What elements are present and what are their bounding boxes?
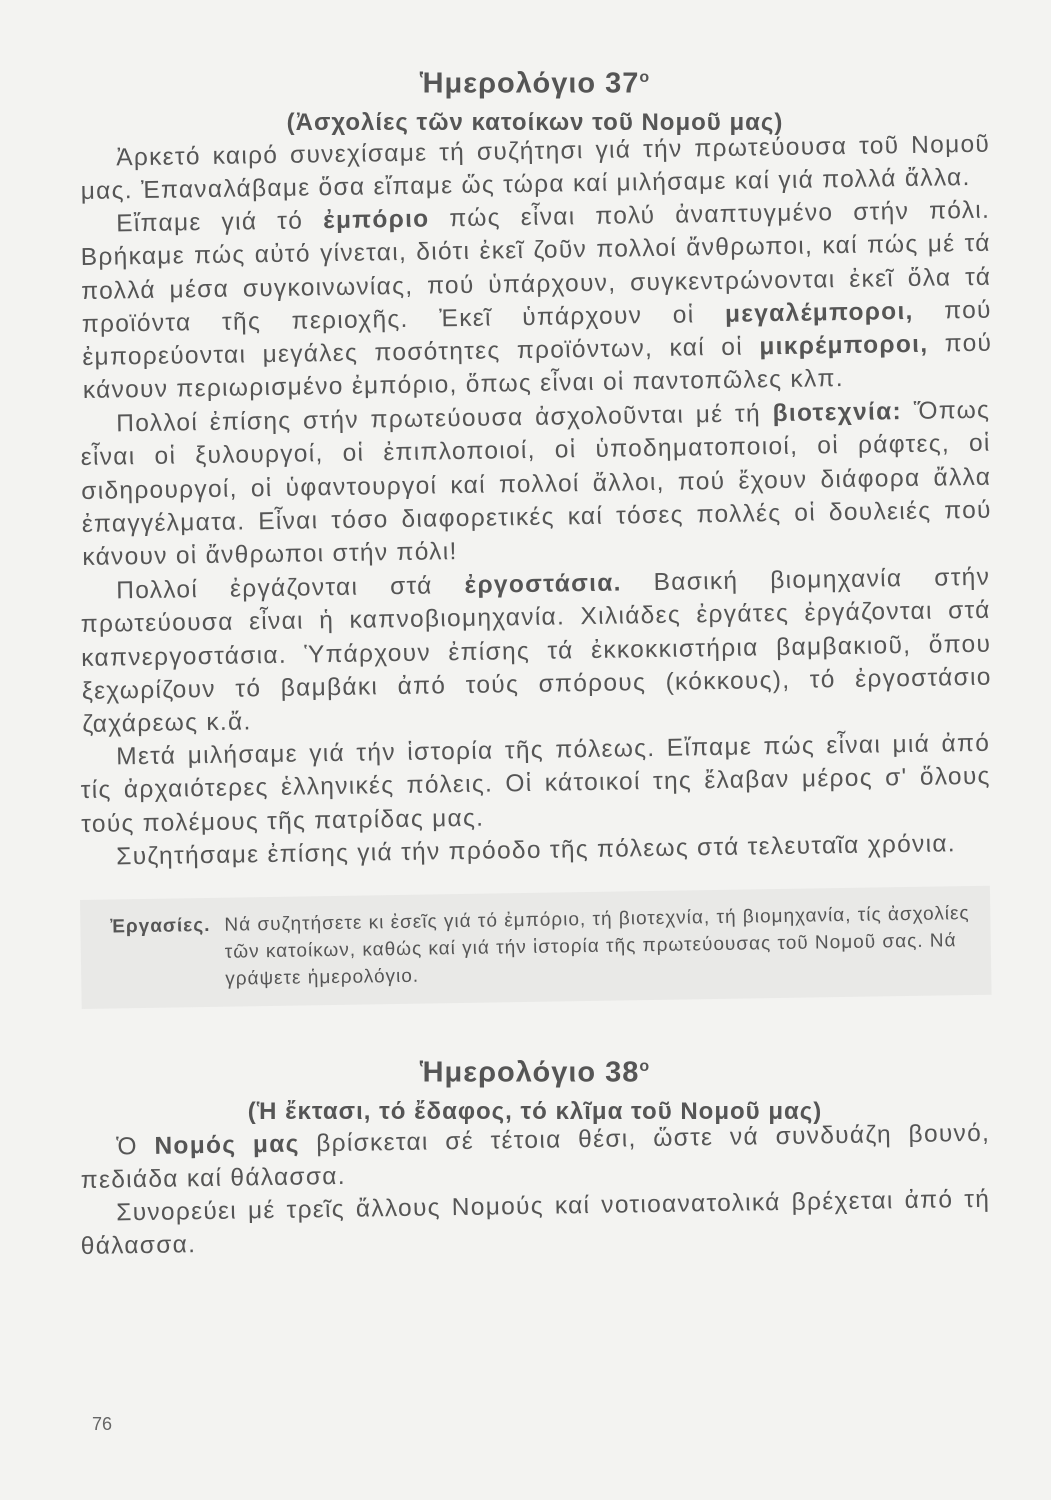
term-commerce: ἐμπόριο [322, 205, 430, 235]
section-38-title [80, 1049, 990, 1091]
paragraph-2 [80, 194, 993, 408]
paragraph-2-text-c: πώς εἶναι πολύ ἀναπτυγμένο στήν πόλι. Βρήκαμε πώς αὐτό γίνεται, διότι ἐκεῖ ζοῦν πολλοί ἄνθρωποι, καί πώς μέ τά πολλά μέσα συγκοινωνίας, πού ὑπάρχουν, συγκεντρώνονται ἐκεῖ ὅλα τά προϊόντα τῆς περιοχῆς. Ἐκεῖ ὑπάρχουν οἱ [80, 196, 992, 339]
section-37-title-degree: ο [639, 69, 651, 86]
term-retailers: μικρέμποροι, [759, 331, 929, 361]
section-38-title-text: Ἡμερολόγιο 38 [419, 1056, 640, 1089]
paragraph-5: Μετά μιλήσαμε γιά τήν ἱστορία τῆς πόλεως. Εἴπαμε πώς εἶναι μιά ἀπό τίς ἀρχαιότερες ἑλληνικές πόλεις. Οἱ κάτοικοί της ἔλαβαν μέρος σ' ὅλους τούς πολέμους τῆς πατρίδας μας. [80, 729, 991, 838]
tasks-text: Νά συζητήσετε κι ἐσεῖς γιά τό ἐμπόριο, τή βιοτεχνία, τή βιομηχανία, τίς ἀσχολίες τῶν κατοίκων, καθώς καί γιά τήν ἱστορία τῆς πρωτεύουσας τοῦ Νομοῦ σας. Νά γράψετε ἡμερολόγιο. [224, 903, 970, 990]
section-37-title-text: Ἡμερολόγιο 37 [419, 67, 640, 100]
section-38-paragraph-2: Συνορεύει μέ τρεῖς ἄλλους Νομούς καί νοτιοανατολικά βρέχεται ἀπό τή θάλασσα. [80, 1186, 991, 1261]
term-wholesalers: μεγαλέμποροι, [724, 298, 914, 329]
paragraph-3 [80, 394, 993, 575]
section-38 [80, 1049, 990, 1264]
term-crafts: βιοτεχνία: [772, 398, 903, 428]
term-our-prefecture: Νομός μας [154, 1130, 300, 1160]
tasks-box [80, 886, 992, 1009]
page-number: 76 [92, 1414, 113, 1434]
tasks-label: Ἐργασίες. [110, 915, 211, 938]
section-38-paragraph-1-text-a: Ὁ [116, 1132, 155, 1161]
paragraph-3-text-a: Πολλοί ἐπίσης στήν πρωτεύουσα ἀσχολοῦνται μέ τή [116, 400, 773, 438]
paragraph-4 [80, 560, 993, 741]
term-factories: ἐργοστάσια. [464, 569, 622, 599]
paragraph-6: Συζητήσαμε ἐπίσης γιά τήν πρόοδο τῆς πόλεως στά τελευταῖα χρόνια. [116, 830, 957, 871]
section-37-title [80, 60, 990, 102]
section-37-subtitle: (Ἀσχολίες τῶν κατοίκων τοῦ Νομοῦ μας) [286, 108, 784, 136]
paragraph-1: Ἀρκετό καιρό συνεχίσαμε τή συζήτησι γιά τήν πρωτεύουσα τοῦ Νομοῦ μας. Ἐπαναλάβαμε ὅσα εἴπαμε ὥς τώρα καί μιλήσαμε καί γιά πολλά ἄλλα. [80, 130, 991, 205]
paragraph-2-text-a: Εἴπαμε γιά τό [116, 207, 324, 238]
paragraph-3-text-c: Ὅπως εἶναι οἱ ξυλουργοί, οἱ ἐπιπλοποιοί, οἱ ὑποδηματοποιοί, οἱ ράφτες, οἱ σιδηρουργοί, οἱ ὑφαντουργοί καί πολλοί ἄλλοι, πού ἔχουν διάφορα ἄλλα ἐπαγγέλματα. Εἶναι τόσο διαφορετικές καί τόσες πολλές οἱ δουλειές πού κάνουν οἱ ἄνθρωποι στήν πόλι! [80, 396, 992, 572]
section-38-paragraph-1-text-c: βρίσκεται σέ τέτοια θέσι, ὥστε νά συνδυάζη βουνό, πεδιάδα καί θάλασσα. [80, 1119, 991, 1195]
paragraph-2-text-e: πού κάνουν περιωρισμένο ἐμπόριο, ὅπως εἶναι οἱ παντοπῶλες κλπ. [82, 330, 993, 405]
section-38-title-degree: ο [639, 1058, 651, 1076]
paragraph-4-text-a: Πολλοί ἐργάζονται στά [116, 571, 465, 604]
page [80, 60, 993, 1264]
paragraph-2-text-d: πού ἐμπορεύονται μεγάλες ποσότητες προϊόντων, καί οἱ [82, 296, 992, 372]
paragraph-4-text-c: Βασική βιομηχανία στήν πρωτεύουσα εἶναι ἡ καπνοβιομηχανία. Χιλιάδες ἐργάτες ἐργάζονται στά καπνεργοστάσια. Ὑπάρχουν ἐπίσης τά ἐκκοκκιστήρια βαμβακιοῦ, ὅπου ξεχωρίζουν τό βαμβάκι ἀπό τούς σπόρους (κόκκους), τό ἐργοστάσιο ζαχάρεως κ.ἄ. [80, 563, 992, 738]
section-38-subtitle: (Ἡ ἔκτασι, τό ἔδαφος, τό κλῖμα τοῦ Νομοῦ μας) [247, 1097, 823, 1125]
